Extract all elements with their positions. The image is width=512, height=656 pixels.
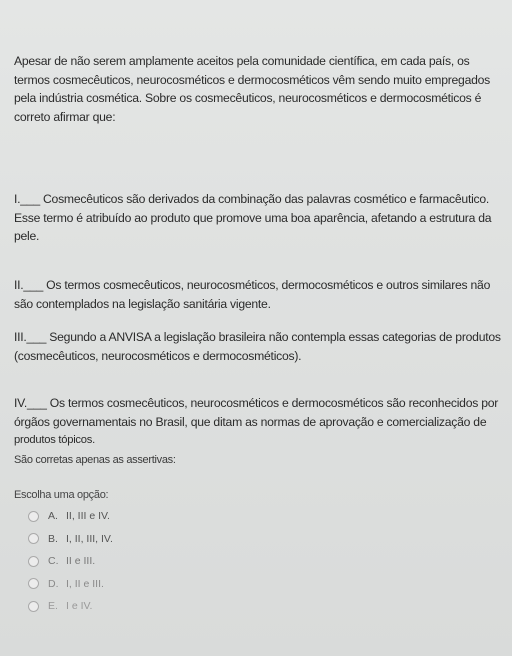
assertion-line: III.___ Segundo a ANVISA a legislação brasileira não contempla essas categorias de produtos: [14, 330, 501, 344]
radio-button[interactable]: [28, 578, 39, 589]
intro-line: correto afirmar que:: [14, 109, 116, 124]
radio-button[interactable]: [28, 533, 39, 544]
radio-button[interactable]: [28, 556, 39, 567]
question-intro: [14, 52, 502, 126]
answer-instruction: São corretas apenas as assertivas:: [14, 454, 176, 466]
assertion-4: [14, 394, 502, 450]
intro-line: Apesar de não serem amplamente aceitos pela comunidade científica, em cada país, os: [14, 54, 470, 68]
assertion-line: (cosmecêuticos, neurocosméticos e dermocosméticos).: [14, 348, 302, 363]
assertion-line: órgãos governamentais no Brasil, que ditam as normas de aprovação e comercialização de: [14, 414, 487, 429]
option-e[interactable]: [28, 595, 328, 618]
assertion-2: [14, 276, 502, 313]
assertion-line: II.___ Os termos cosmecêuticos, neurocosméticos, dermocosméticos e outros similares não: [14, 278, 491, 292]
option-text: I, II, III, IV.: [66, 532, 113, 545]
option-letter: E.: [48, 600, 58, 613]
intro-line: termos cosmecêuticos, neurocosméticos e dermocosméticos vêm sendo muito empregados: [14, 72, 491, 87]
option-letter: D.: [48, 577, 59, 590]
option-text: II e III.: [66, 555, 96, 568]
option-c[interactable]: [28, 550, 328, 573]
assertion-line: I.___ Cosmecêuticos são derivados da combinação das palavras cosmético e farmacêutico.: [14, 192, 490, 206]
answer-options: [28, 505, 328, 618]
option-letter: C.: [48, 555, 59, 568]
assertion-line: IV.___ Os termos cosmecêuticos, neurocosméticos e dermocosméticos são reconhecidos por: [14, 396, 499, 410]
assertion-line: são contemplados na legislação sanitária vigente.: [14, 296, 271, 311]
option-b[interactable]: [28, 528, 328, 551]
radio-button[interactable]: [28, 601, 39, 612]
assertion-line: produtos tópicos.: [14, 434, 95, 446]
choose-option-label: Escolha uma opção:: [14, 489, 109, 501]
intro-line: pela indústria cosmética. Sobre os cosmecêuticos, neurocosméticos e dermocosméticos é: [14, 91, 482, 105]
assertion-line: Esse termo é atribuído ao produto que promove uma boa aparência, afetando a estrutura da: [14, 210, 492, 225]
assertion-1: [14, 190, 502, 246]
option-text: I, II e III.: [66, 577, 104, 590]
option-letter: A.: [48, 510, 58, 523]
option-d[interactable]: [28, 573, 328, 596]
option-text: I e IV.: [66, 600, 93, 613]
assertion-3: [14, 328, 502, 365]
radio-button[interactable]: [28, 511, 39, 522]
assertion-line: pele.: [14, 229, 40, 243]
option-text: II, III e IV.: [66, 510, 110, 523]
option-a[interactable]: [28, 505, 328, 528]
option-letter: B.: [48, 532, 58, 545]
